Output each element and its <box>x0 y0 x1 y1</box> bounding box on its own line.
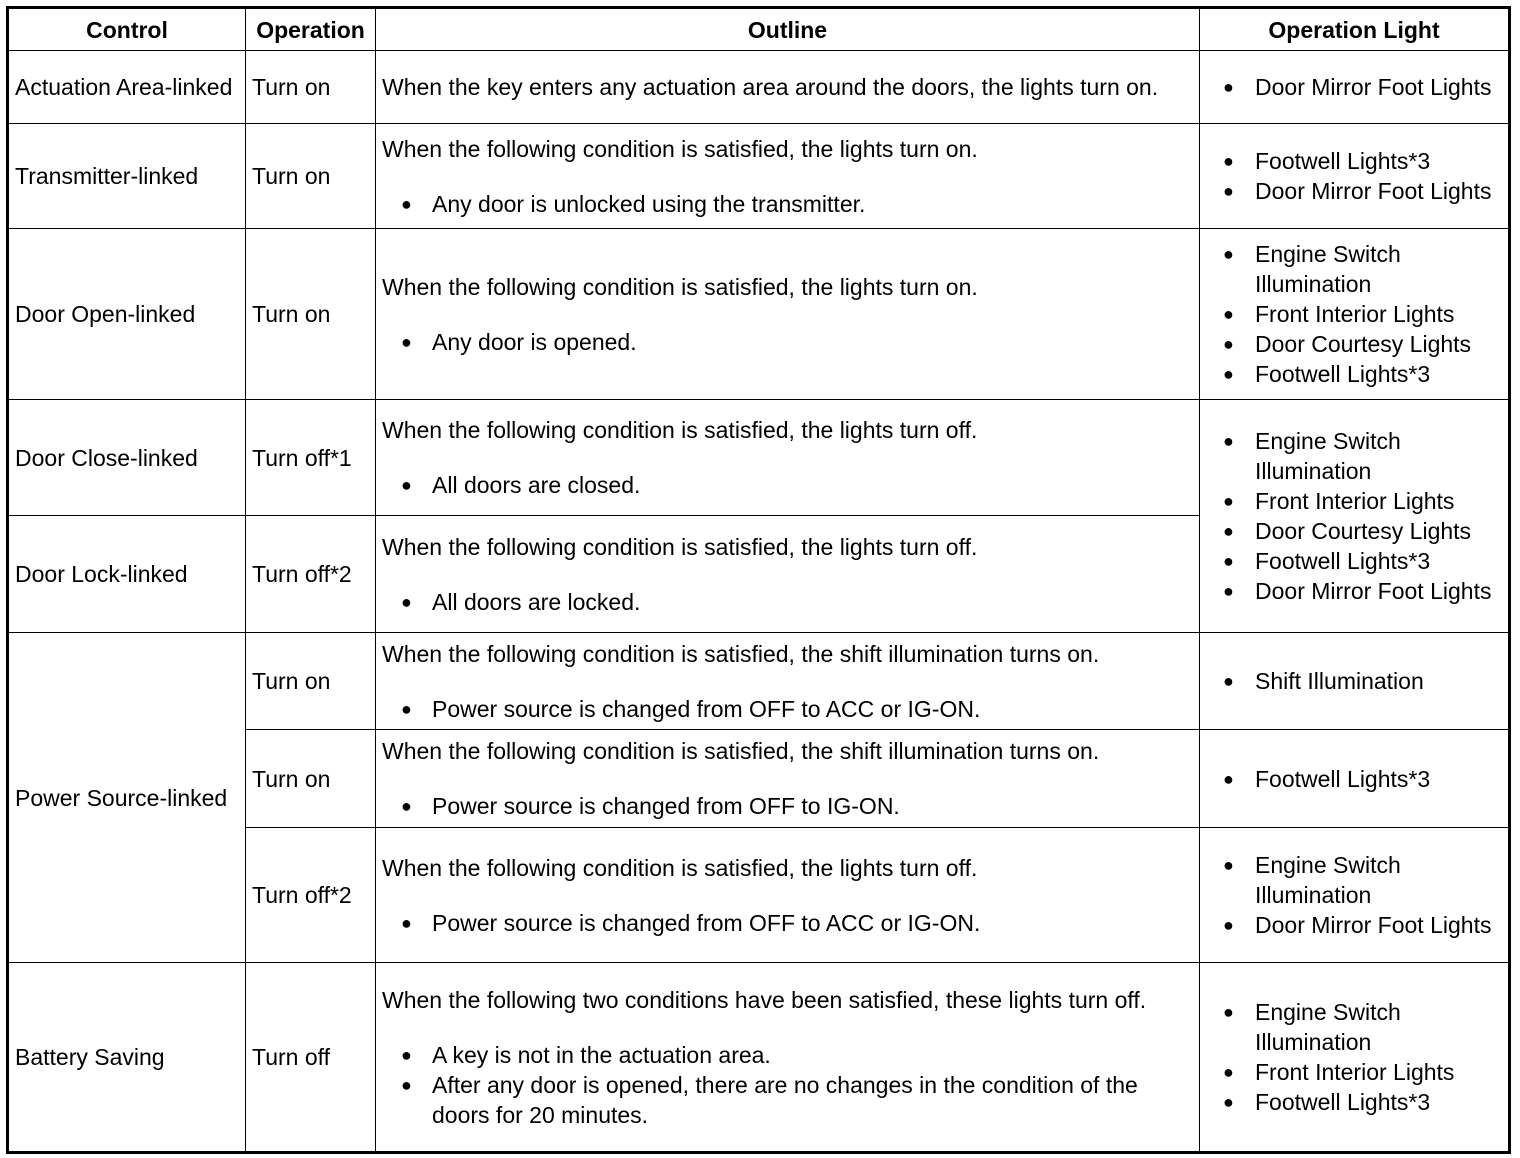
table-row <box>8 51 1510 124</box>
list-item: ● Power source is changed from OFF to IG-ON. <box>382 791 1193 821</box>
list-item: ● Door Mirror Foot Lights <box>1206 176 1502 206</box>
list-item: ● All doors are closed. <box>382 470 1193 500</box>
list-item: ● Door Courtesy Lights <box>1206 329 1502 359</box>
operation-light-cell <box>1200 828 1510 963</box>
list-item: ● Front Interior Lights <box>1206 486 1502 516</box>
list-item: ● Engine Switch Illumination <box>1206 997 1502 1057</box>
list-item: ● A key is not in the actuation area. <box>382 1040 1193 1070</box>
outline-cell <box>376 229 1200 400</box>
outline-cell <box>376 400 1200 516</box>
operation-light-cell <box>1200 124 1510 229</box>
table-row <box>8 633 1510 730</box>
operation-light-cell <box>1200 730 1510 828</box>
outline-text: When the following condition is satisfied, the lights turn off. <box>382 533 978 560</box>
control-cell: Door Close-linked <box>8 400 246 516</box>
operation-cell: Turn off*1 <box>246 400 376 516</box>
operation-light-cell <box>1200 229 1510 400</box>
list-item: ● All doors are locked. <box>382 587 1193 617</box>
list-item: ● Engine Switch Illumination <box>1206 239 1502 299</box>
table-row <box>8 124 1510 229</box>
operation-cell: Turn off*2 <box>246 828 376 963</box>
header-row <box>8 8 1510 51</box>
operation-cell: Turn off*2 <box>246 516 376 633</box>
header-operation: Operation <box>246 8 376 51</box>
outline-text: When the following condition is satisfied, the shift illumination turns on. <box>382 738 1100 764</box>
operation-cell: Turn on <box>246 124 376 229</box>
outline-cell <box>376 51 1200 124</box>
list-item: ● Engine Switch Illumination <box>1206 426 1502 486</box>
operation-light-cell <box>1200 963 1510 1153</box>
list-item: ● Any door is opened. <box>382 327 1193 357</box>
list-item: ● Door Mirror Foot Lights <box>1206 72 1502 102</box>
operation-cell: Turn on <box>246 633 376 730</box>
list-item: ● Footwell Lights*3 <box>1206 146 1502 176</box>
operation-cell: Turn off <box>246 963 376 1153</box>
list-item: ● Door Mirror Foot Lights <box>1206 576 1502 606</box>
list-item: ● Power source is changed from OFF to ACC or IG-ON. <box>382 694 1193 724</box>
table-row <box>8 963 1510 1153</box>
header-operation-light: Operation Light <box>1200 8 1510 51</box>
operation-cell: Turn on <box>246 51 376 124</box>
list-item: ● Door Mirror Foot Lights <box>1206 910 1502 940</box>
outline-cell <box>376 516 1200 633</box>
list-item: ● Footwell Lights*3 <box>1206 546 1502 576</box>
list-item: ● Door Courtesy Lights <box>1206 516 1502 546</box>
list-item: ● Footwell Lights*3 <box>1206 1087 1502 1117</box>
table-row <box>8 400 1510 516</box>
operation-cell: Turn on <box>246 229 376 400</box>
list-item: ● Front Interior Lights <box>1206 299 1502 329</box>
list-item: ● Any door is unlocked using the transmitter. <box>382 189 1193 219</box>
control-cell: Door Open-linked <box>8 229 246 400</box>
control-cell: Power Source-linked <box>8 633 246 963</box>
control-cell: Door Lock-linked <box>8 516 246 633</box>
outline-text: When the following condition is satisfied, the shift illumination turns on. <box>382 640 1100 667</box>
header-outline: Outline <box>376 8 1200 51</box>
operation-light-cell <box>1200 51 1510 124</box>
outline-cell <box>376 633 1200 730</box>
outline-cell <box>376 963 1200 1153</box>
list-item: ● Shift Illumination <box>1206 666 1502 696</box>
outline-cell <box>376 730 1200 828</box>
outline-text: When the key enters any actuation area around the doors, the lights turn on. <box>382 74 1159 100</box>
outline-text: When the following condition is satisfied, the lights turn on. <box>382 273 978 300</box>
control-cell: Battery Saving <box>8 963 246 1153</box>
operation-cell: Turn on <box>246 730 376 828</box>
lighting-control-table <box>6 6 1511 1154</box>
control-cell: Transmitter-linked <box>8 124 246 229</box>
list-item: ● After any door is opened, there are no changes in the condition of the doors for 20 minutes. <box>382 1070 1193 1130</box>
list-item: ● Front Interior Lights <box>1206 1057 1502 1087</box>
list-item: ● Footwell Lights*3 <box>1206 764 1502 794</box>
operation-light-cell <box>1200 400 1510 633</box>
outline-text: When the following condition is satisfied, the lights turn off. <box>382 417 978 443</box>
outline-text: When the following two conditions have been satisfied, these lights turn off. <box>382 986 1147 1013</box>
outline-text: When the following condition is satisfied, the lights turn off. <box>382 854 978 881</box>
list-item: ● Power source is changed from OFF to ACC or IG-ON. <box>382 908 1193 938</box>
outline-text: When the following condition is satisfied, the lights turn on. <box>382 135 978 162</box>
outline-cell <box>376 828 1200 963</box>
outline-cell <box>376 124 1200 229</box>
list-item: ● Footwell Lights*3 <box>1206 359 1502 389</box>
control-cell: Actuation Area-linked <box>8 51 246 124</box>
table-row <box>8 229 1510 400</box>
operation-light-cell <box>1200 633 1510 730</box>
header-control: Control <box>8 8 246 51</box>
list-item: ● Engine Switch Illumination <box>1206 850 1502 910</box>
